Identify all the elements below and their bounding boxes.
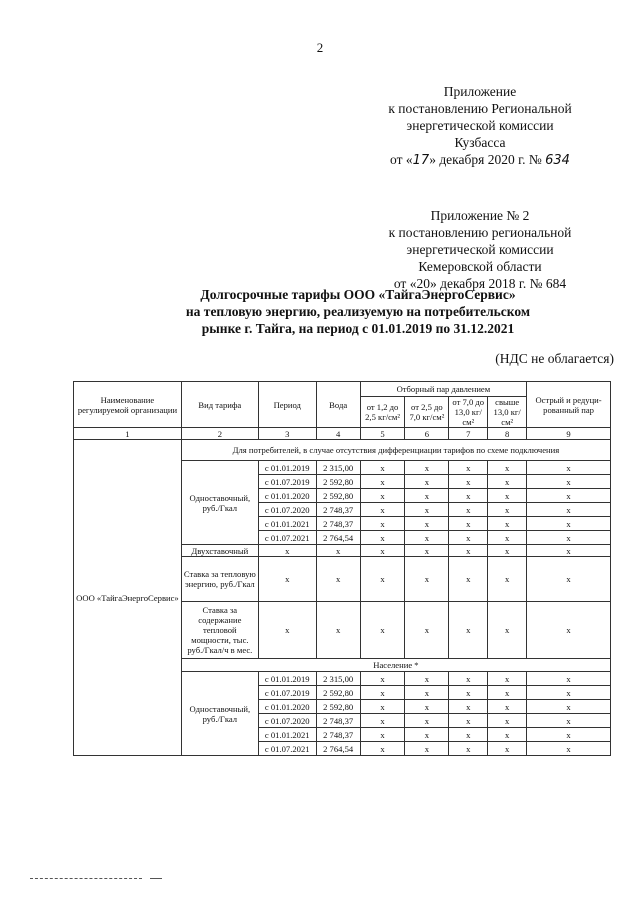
dash-cell: х	[449, 672, 488, 686]
dash-cell: х	[527, 672, 611, 686]
period-cell: с 01.01.2021	[258, 728, 316, 742]
dash-cell: х	[316, 545, 360, 557]
period-cell: с 01.01.2021	[258, 517, 316, 531]
dash-cell: х	[449, 557, 488, 602]
col-number: 6	[405, 428, 449, 440]
dash-cell: х	[258, 545, 316, 557]
dash-cell: х	[488, 489, 527, 503]
title-line: на тепловую энергию, реализуемую на потребительском	[185, 304, 531, 319]
header-period: Период	[258, 382, 316, 428]
dash-cell: х	[360, 489, 405, 503]
dash-cell: х	[405, 602, 449, 659]
dash-cell: х	[360, 517, 405, 531]
period-cell: с 01.01.2019	[258, 672, 316, 686]
dash-cell: х	[360, 728, 405, 742]
title-line: Долгосрочные тарифы ООО «ТайгаЭнергоСервис»	[200, 287, 516, 302]
water-cell: 2 748,37	[316, 517, 360, 531]
water-cell: 2 592,80	[316, 489, 360, 503]
header-org: Наименование регулируемой организации	[74, 382, 182, 428]
dash-cell: х	[488, 545, 527, 557]
handwritten-number: 634	[545, 153, 570, 168]
header-water: Вода	[316, 382, 360, 428]
dash-cell: х	[488, 503, 527, 517]
dash-cell: х	[258, 557, 316, 602]
water-cell: 2 592,80	[316, 700, 360, 714]
two-rate-label: Двухставочный	[181, 545, 258, 557]
single-rate-label: Одноставочный, руб./Гкал	[181, 672, 258, 756]
dash-cell: х	[449, 517, 488, 531]
dash-cell: х	[360, 742, 405, 756]
dash-cell: х	[449, 489, 488, 503]
dash-cell: х	[488, 461, 527, 475]
dash-cell: х	[488, 557, 527, 602]
water-cell: 2 748,37	[316, 503, 360, 517]
dash-cell: х	[405, 700, 449, 714]
dash-cell: х	[360, 714, 405, 728]
dash-cell: х	[449, 728, 488, 742]
col-number: 5	[360, 428, 405, 440]
dash-cell: х	[449, 602, 488, 659]
water-cell: 2 315,00	[316, 461, 360, 475]
dash-cell: х	[527, 686, 611, 700]
dash-cell: х	[405, 672, 449, 686]
period-cell: с 01.07.2019	[258, 475, 316, 489]
dash-cell: х	[405, 517, 449, 531]
dash-cell: х	[527, 742, 611, 756]
header-tariff-type: Вид тарифа	[181, 382, 258, 428]
dash-cell: х	[527, 557, 611, 602]
dash-cell: х	[360, 475, 405, 489]
dash-cell: х	[527, 700, 611, 714]
water-cell: 2 592,80	[316, 686, 360, 700]
dash-cell: х	[360, 686, 405, 700]
water-cell: 2 315,00	[316, 672, 360, 686]
period-cell: с 01.01.2020	[258, 700, 316, 714]
dash-cell: х	[449, 742, 488, 756]
document-title	[120, 286, 596, 337]
dash-cell: х	[360, 602, 405, 659]
period-cell: с 01.07.2020	[258, 714, 316, 728]
dash-cell: х	[488, 728, 527, 742]
single-rate-label: Одноставочный, руб./Гкал	[181, 461, 258, 545]
dash-cell: х	[405, 475, 449, 489]
dash-cell: х	[405, 545, 449, 557]
dash-cell: х	[360, 461, 405, 475]
handwritten-day: 17	[412, 153, 430, 168]
period-cell: с 01.07.2020	[258, 503, 316, 517]
dash-cell: х	[527, 545, 611, 557]
dash-cell: х	[360, 531, 405, 545]
dash-cell: х	[405, 728, 449, 742]
dash-cell: х	[405, 461, 449, 475]
date-prefix: от «	[390, 152, 413, 167]
period-cell: с 01.07.2019	[258, 686, 316, 700]
dash-cell: х	[258, 602, 316, 659]
dash-cell: х	[527, 728, 611, 742]
header-steam-group: Отборный пар давлением	[360, 382, 527, 397]
dash-cell: х	[488, 672, 527, 686]
dash-cell: х	[527, 602, 611, 659]
heat-rate-label: Ставка за тепловую энергию, руб./Гкал	[181, 557, 258, 602]
footnote-dash	[150, 878, 162, 879]
col-number: 7	[449, 428, 488, 440]
appendix-current	[340, 83, 620, 169]
tariff-table	[73, 381, 611, 756]
period-cell: с 01.07.2021	[258, 531, 316, 545]
dash-cell: х	[488, 531, 527, 545]
dash-cell: х	[527, 475, 611, 489]
dash-cell: х	[488, 686, 527, 700]
header-sharp-steam: Острый и редуци-рованный пар	[527, 382, 611, 428]
water-cell: 2 764,54	[316, 742, 360, 756]
dash-cell: х	[405, 742, 449, 756]
appendix-line: энергетической комиссии	[406, 242, 554, 257]
dash-cell: х	[405, 557, 449, 602]
dash-cell: х	[488, 714, 527, 728]
dash-cell: х	[449, 475, 488, 489]
dash-cell: х	[527, 517, 611, 531]
dash-cell: х	[488, 602, 527, 659]
dash-cell: х	[405, 531, 449, 545]
appendix-line: Приложение № 2	[430, 208, 530, 223]
appendix-original	[340, 207, 620, 292]
dash-cell: х	[405, 686, 449, 700]
dash-cell: х	[405, 714, 449, 728]
dash-cell: х	[405, 489, 449, 503]
appendix-line: Приложение	[443, 84, 517, 99]
consumers-heading: Для потребителей, в случае отсутствия дифференциации тарифов по схеме подключения	[181, 440, 610, 461]
dash-cell: х	[316, 602, 360, 659]
dash-cell: х	[449, 714, 488, 728]
dash-cell: х	[527, 503, 611, 517]
period-cell: с 01.01.2019	[258, 461, 316, 475]
col-number: 8	[488, 428, 527, 440]
dash-cell: х	[527, 531, 611, 545]
dash-cell: х	[527, 489, 611, 503]
dash-cell: х	[527, 714, 611, 728]
water-cell: 2 748,37	[316, 728, 360, 742]
dash-cell: х	[449, 503, 488, 517]
appendix-line: от «20» декабря 2018 г. № 684	[393, 276, 567, 291]
dash-cell: х	[527, 461, 611, 475]
col-number: 9	[527, 428, 611, 440]
date-middle: » декабря 2020 г. №	[429, 152, 542, 167]
vat-note: (НДС не облагается)	[495, 351, 614, 366]
period-cell: с 01.01.2020	[258, 489, 316, 503]
appendix-line: Кузбасса	[454, 135, 506, 150]
col-number: 2	[181, 428, 258, 440]
col-number: 4	[316, 428, 360, 440]
title-line: рынке г. Тайга, на период с 01.01.2019 по 31.12.2021	[201, 321, 515, 336]
page-number: 2	[316, 40, 324, 55]
population-heading: Население *	[181, 659, 610, 672]
dash-cell: х	[360, 700, 405, 714]
appendix-date-line	[340, 151, 620, 169]
dash-cell: х	[488, 700, 527, 714]
dash-cell: х	[488, 742, 527, 756]
header-steam-2: от 2,5 до 7,0 кг/см²	[405, 397, 449, 428]
organization-name: ООО «ТайгаЭнергоСервис»	[74, 440, 182, 756]
dash-cell: х	[449, 545, 488, 557]
dash-cell: х	[360, 545, 405, 557]
appendix-line: к постановлению региональной	[388, 225, 572, 240]
water-cell: 2 748,37	[316, 714, 360, 728]
footnote-separator	[30, 878, 142, 879]
col-number: 3	[258, 428, 316, 440]
header-steam-3: от 7,0 до 13,0 кг/см²	[449, 397, 488, 428]
dash-cell: х	[360, 672, 405, 686]
col-number: 1	[74, 428, 182, 440]
appendix-line: энергетической комиссии	[406, 118, 554, 133]
dash-cell: х	[360, 557, 405, 602]
water-cell: 2 764,54	[316, 531, 360, 545]
dash-cell: х	[316, 557, 360, 602]
dash-cell: х	[405, 503, 449, 517]
dash-cell: х	[449, 686, 488, 700]
dash-cell: х	[449, 700, 488, 714]
period-cell: с 01.07.2021	[258, 742, 316, 756]
dash-cell: х	[488, 517, 527, 531]
header-steam-1: от 1,2 до 2,5 кг/см²	[360, 397, 405, 428]
capacity-rate-label: Ставка за содержание тепловой мощности, тыс. руб./Гкал/ч в мес.	[181, 602, 258, 659]
header-steam-4: свыше 13,0 кг/см²	[488, 397, 527, 428]
water-cell: 2 592,80	[316, 475, 360, 489]
dash-cell: х	[449, 531, 488, 545]
dash-cell: х	[488, 475, 527, 489]
appendix-line: Кемеровской области	[418, 259, 542, 274]
appendix-line: к постановлению Региональной	[388, 101, 572, 116]
dash-cell: х	[449, 461, 488, 475]
dash-cell: х	[360, 503, 405, 517]
